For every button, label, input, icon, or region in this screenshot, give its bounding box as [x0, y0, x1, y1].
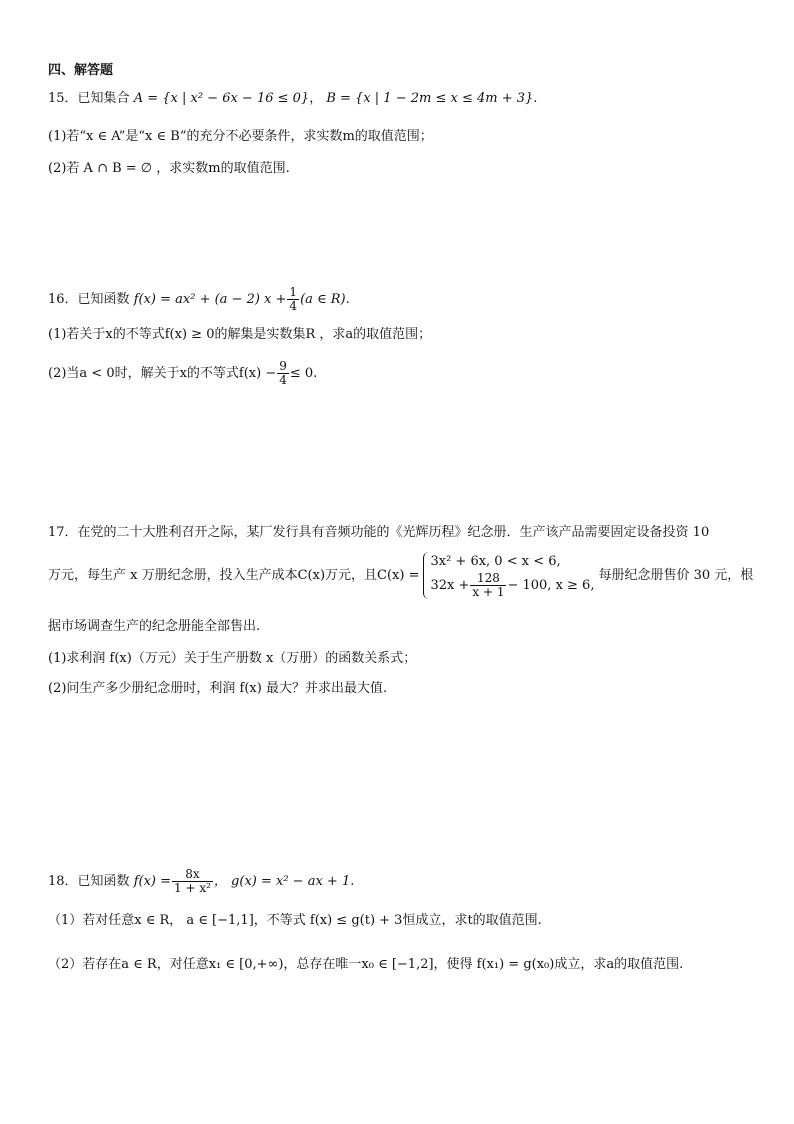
problem-17-part-1: (1)求利润 f(x)（万元）关于生产册数 x（万册）的函数关系式；: [48, 651, 417, 666]
case-2-suffix: − 100, x ≥ 6,: [507, 578, 595, 593]
problem-17-line-2: [48, 552, 753, 599]
problem-15-stem: 15．已知集合 A = {x | x² − 6x − 16 ≤ 0}， B = {x | 1 − 2m ≤ x ≤ 4m + 3}.: [48, 91, 538, 106]
problem-18-stem: [48, 868, 354, 895]
piecewise-case-1: 3x² + 6x, 0 < x < 6,: [430, 554, 561, 569]
section-title: 四、解答题: [48, 63, 114, 78]
problem-17-part-2: (2)问生产多少册纪念册时，利润 f(x) 最大？并求出最大值.: [48, 681, 388, 696]
problem-18-g-def: ， g(x) = x² − ax + 1.: [213, 874, 355, 889]
piecewise-case-2: [430, 572, 594, 599]
problem-16-stem: [48, 286, 350, 313]
case-2-prefix: 32x +: [430, 578, 470, 593]
fraction-numerator: 9: [279, 359, 287, 373]
problem-15-number: 15．: [48, 91, 78, 106]
problem-15-set-a: A = {x | x² − 6x − 16 ≤ 0}: [133, 91, 310, 106]
problem-16-function: f(x) = ax² + (a − 2) x +: [133, 292, 287, 307]
problem-17-piecewise: [423, 552, 594, 599]
problem-16-part-2-suffix: ≤ 0.: [289, 366, 318, 381]
problem-18-stem-prefix: 已知函数: [77, 874, 130, 889]
problem-18-part-2: （2）若存在a ∈ R，对任意x₁ ∈ [0,+∞)，总存在唯一x₀ ∈ [−1,2]，使得 f(x₁) = g(x₀)成立，求a的取值范围.: [48, 957, 684, 972]
problem-18-f-lhs: f(x) =: [133, 874, 172, 889]
problem-16-condition: (a ∈ R).: [300, 292, 350, 307]
fraction-numerator: 8x: [172, 868, 213, 882]
problem-16-number: 16．: [48, 292, 78, 307]
problem-17-text-1: 在党的二十大胜利召开之际，某厂发行具有音频功能的《光辉历程》纪念册．生产该产品需要固定设备投资 10: [77, 525, 710, 540]
problem-15-set-b: B = {x | 1 − 2m ≤ x ≤ 4m + 3}: [326, 91, 534, 106]
problem-17-number: 17．: [48, 525, 78, 540]
problem-18-fraction: [172, 868, 213, 895]
problem-15-part-2: (2)若 A ∩ B = ∅ ，求实数m的取值范围.: [48, 161, 290, 176]
case-2-fraction: [470, 572, 506, 599]
problem-18-number: 18．: [48, 874, 78, 889]
fraction-denominator: x + 1: [472, 585, 505, 599]
fraction-numerator: 1: [289, 285, 298, 299]
problem-16-part-2: [48, 360, 317, 387]
problem-17-text-2-suffix: 每册纪念册售价 30 元，根: [598, 568, 754, 583]
problem-15-part-1: (1)若“x ∈ A”是“x ∈ B”的充分不必要条件，求实数m的取值范围；: [48, 129, 433, 144]
problem-17-text-2: 万元，每生产 x 万册纪念册，投入生产成本C(x)万元，且C(x) =: [48, 568, 420, 583]
problem-17-line-3: 据市场调查生产的纪念册能全部售出.: [48, 619, 261, 634]
problem-15-stem-prefix: 已知集合: [77, 91, 130, 106]
problem-16-stem-prefix: 已知函数: [77, 292, 130, 307]
problem-16-part-1: (1)若关于x的不等式f(x) ≥ 0的解集是实数集R ，求a的取值范围；: [48, 327, 432, 342]
fraction-denominator: 1 + x²: [174, 881, 211, 895]
fraction-numerator: 128: [470, 572, 506, 586]
fraction-denominator: 4: [279, 373, 287, 387]
problem-16-fraction: [287, 286, 299, 313]
fraction-denominator: 4: [289, 299, 298, 313]
problem-16-part-2-fraction: [277, 360, 289, 387]
problem-17-line-1: [48, 524, 709, 542]
problem-18-part-1: （1）若对任意x ∈ R， a ∈ [−1,1]，不等式 f(x) ≤ g(t) + 3恒成立，求t的取值范围.: [48, 913, 542, 928]
problem-16-part-2-prefix: (2)当a < 0时，解关于x的不等式f(x) −: [48, 366, 277, 381]
